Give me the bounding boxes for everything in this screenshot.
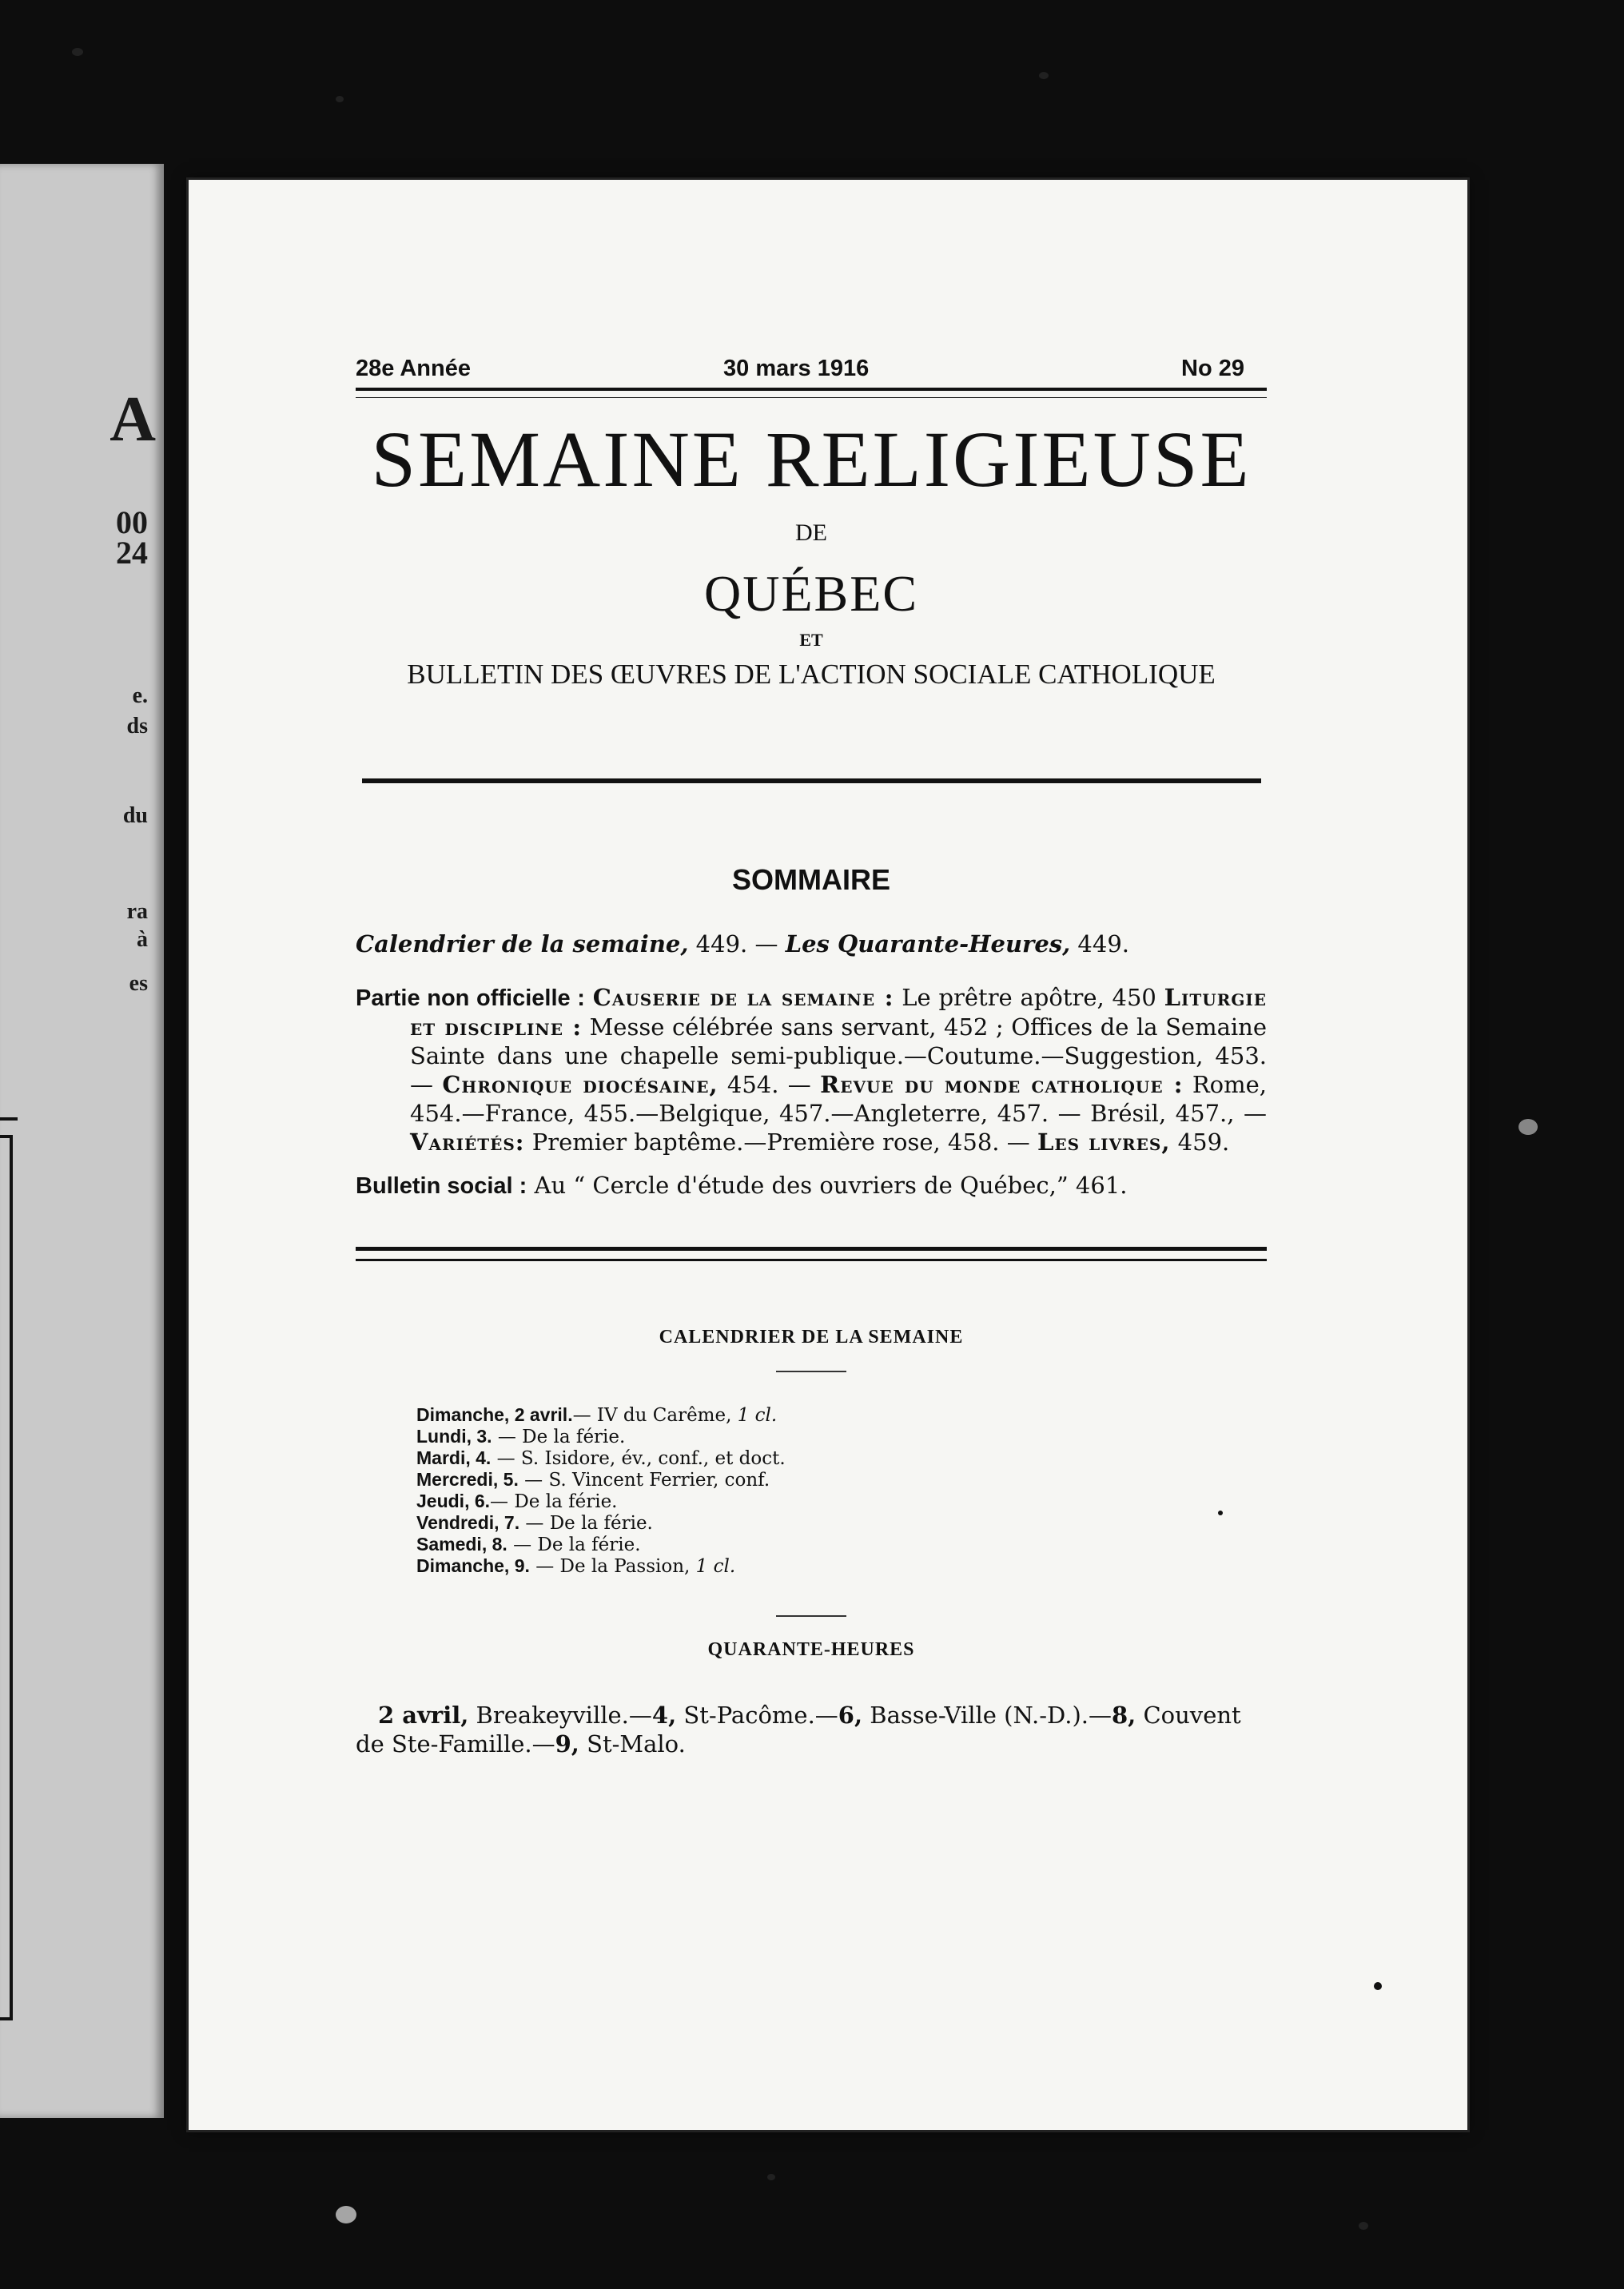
page-fragment-rule [0,1117,18,1121]
document-page [189,180,1467,2130]
issue-date: 30 mars 1916 [723,356,870,381]
issue-header [356,356,1267,388]
causerie-label: Causerie de la semaine : [592,984,894,1011]
qh-place: St-Pacôme.— [676,1702,838,1729]
publication-subtitle: BULLETIN DES ŒUVRES DE L'ACTION SOCIALE CATHOLIQUE [407,659,1216,690]
sommaire-heading: SOMMAIRE [732,863,890,896]
sommaire-calendar-ref: Calendrier de la semaine, [356,930,689,957]
calendar-row [416,1426,1267,1447]
page-fragment: es [129,971,148,996]
varietes-label: Variétés: [410,1129,525,1156]
sommaire-text: 459. [1170,1129,1230,1156]
sommaire-text: Le prêtre apôtre, 450 [894,984,1164,1011]
calendar-day: Mardi, 4. [416,1447,492,1468]
title-et: ET [799,630,823,650]
calendar-text: — S. Vincent Ferrier, conf. [518,1470,770,1491]
qh-date: 4, [651,1702,677,1729]
qh-place: Breakeyville.— [468,1702,652,1729]
calendar-row [416,1404,1267,1426]
page-fragment: à [137,927,148,952]
calendar-text: — De la férie. [490,1491,618,1512]
calendar-row [416,1512,1267,1534]
calendar-day: Mercredi, 5. [416,1469,519,1490]
chronique-label: Chronique diocésaine, [442,1071,718,1098]
sommaire-bulletin [356,1171,1267,1200]
calendar-text: — De la férie. [519,1513,653,1534]
calendrier-heading: CALENDRIER DE LA SEMAINE [659,1327,964,1348]
sommaire-partie [356,983,1267,1156]
film-speck [336,96,344,102]
calendar-day: Samedi, 8. [416,1534,508,1555]
page-content [356,356,1267,1758]
film-speck [72,48,83,56]
partie-label: Partie non officielle : [356,985,585,1011]
issue-number: No 29 [1181,356,1244,381]
calendar-text: — IV du Carême, [572,1405,738,1426]
publication-city: QUÉBEC [704,565,918,622]
calendar-day: Vendredi, 7. [416,1512,520,1533]
film-speck [336,2206,356,2223]
calendrier-list [416,1404,1267,1577]
qh-date: 2 avril, [378,1702,469,1729]
calendar-row [416,1447,1267,1469]
calendar-row [416,1491,1267,1512]
page-fragment: 24 [116,535,148,571]
ink-dot [1374,1982,1382,1990]
page-fragment-frame [0,1135,13,2020]
publication-title: SEMAINE RELIGIEUSE [371,415,1252,504]
qh-date: 9, [555,1730,579,1758]
calendar-rank: 1 cl. [737,1405,778,1426]
qh-place: St-Malo. [579,1730,686,1758]
qh-place: Basse-Ville (N.-D.).— [862,1702,1112,1729]
calendar-rank: 1 cl. [695,1556,736,1577]
calendar-row [416,1555,1267,1577]
quarante-heures-heading: QUARANTE-HEURES [707,1639,915,1660]
page-fragment: ds [126,714,148,738]
sommaire-text: 449. — [688,930,786,957]
sommaire-text: Rome, 454.—France, 455.—Belgique, 457.—Angleterre, 457. — Brésil, 457., — [410,1071,1268,1127]
liturgie-label: Liturgie et discipline : [410,984,1268,1041]
page-fragment: ra [126,899,148,924]
page-fragment: du [122,803,148,828]
sommaire-text: Au “ Cercle d'étude des ouvriers de Québec,” 461. [527,1172,1128,1199]
calendar-row [416,1534,1267,1555]
sommaire-text: Premier baptême.—Première rose, 458. — [524,1129,1037,1156]
film-speck [1039,72,1049,79]
sommaire-text: 449. [1070,930,1130,957]
bulletin-label: Bulletin social : [356,1173,527,1199]
calendar-text: — De la férie. [507,1535,641,1555]
film-speck [1359,2222,1368,2230]
page-fragment: A [109,384,156,455]
sommaire-text: Messe célébrée sans servant, 452 ; Offices de la Semaine Sainte dans une chapelle semi-publique.—Coutume.—Suggestion, 453. — [410,1013,1267,1098]
qh-divider [776,1615,846,1617]
masthead-rule [362,778,1261,783]
quarante-heures-list [356,1701,1267,1758]
calendar-day: Lundi, 3. [416,1426,492,1447]
issue-year: 28e Année [356,356,471,381]
page-fragment: e. [132,683,148,708]
sommaire-rule [356,1247,1267,1261]
page-fragment: 00 [116,504,148,540]
revue-label: Revue du monde catholique : [820,1071,1184,1098]
calendar-text: — De la férie. [492,1427,626,1447]
sommaire-calendar-line [356,930,1267,957]
calendar-day: Jeudi, 6. [416,1491,491,1511]
calendar-text: — S. Isidore, év., conf., et doct. [491,1448,786,1469]
qh-date: 8, [1111,1702,1136,1729]
film-speck [767,2174,775,2180]
sommaire-text: 454. — [718,1071,821,1098]
calendar-day: Dimanche, 9. [416,1555,530,1576]
adjacent-page [0,164,164,2118]
calendrier-divider [776,1371,846,1372]
calendar-text: — De la Passion, [529,1556,696,1577]
qh-place: Couvent de Ste-Famille.— [356,1702,1241,1758]
sommaire-qh-ref: Les Quarante-Heures, [785,930,1071,957]
title-de: DE [795,520,827,546]
qh-date: 6, [838,1702,863,1729]
calendar-day: Dimanche, 2 avril. [416,1404,573,1425]
calendar-row [416,1469,1267,1491]
film-speck [1519,1119,1538,1135]
header-rule [356,388,1267,398]
livres-label: Les livres, [1037,1129,1171,1156]
